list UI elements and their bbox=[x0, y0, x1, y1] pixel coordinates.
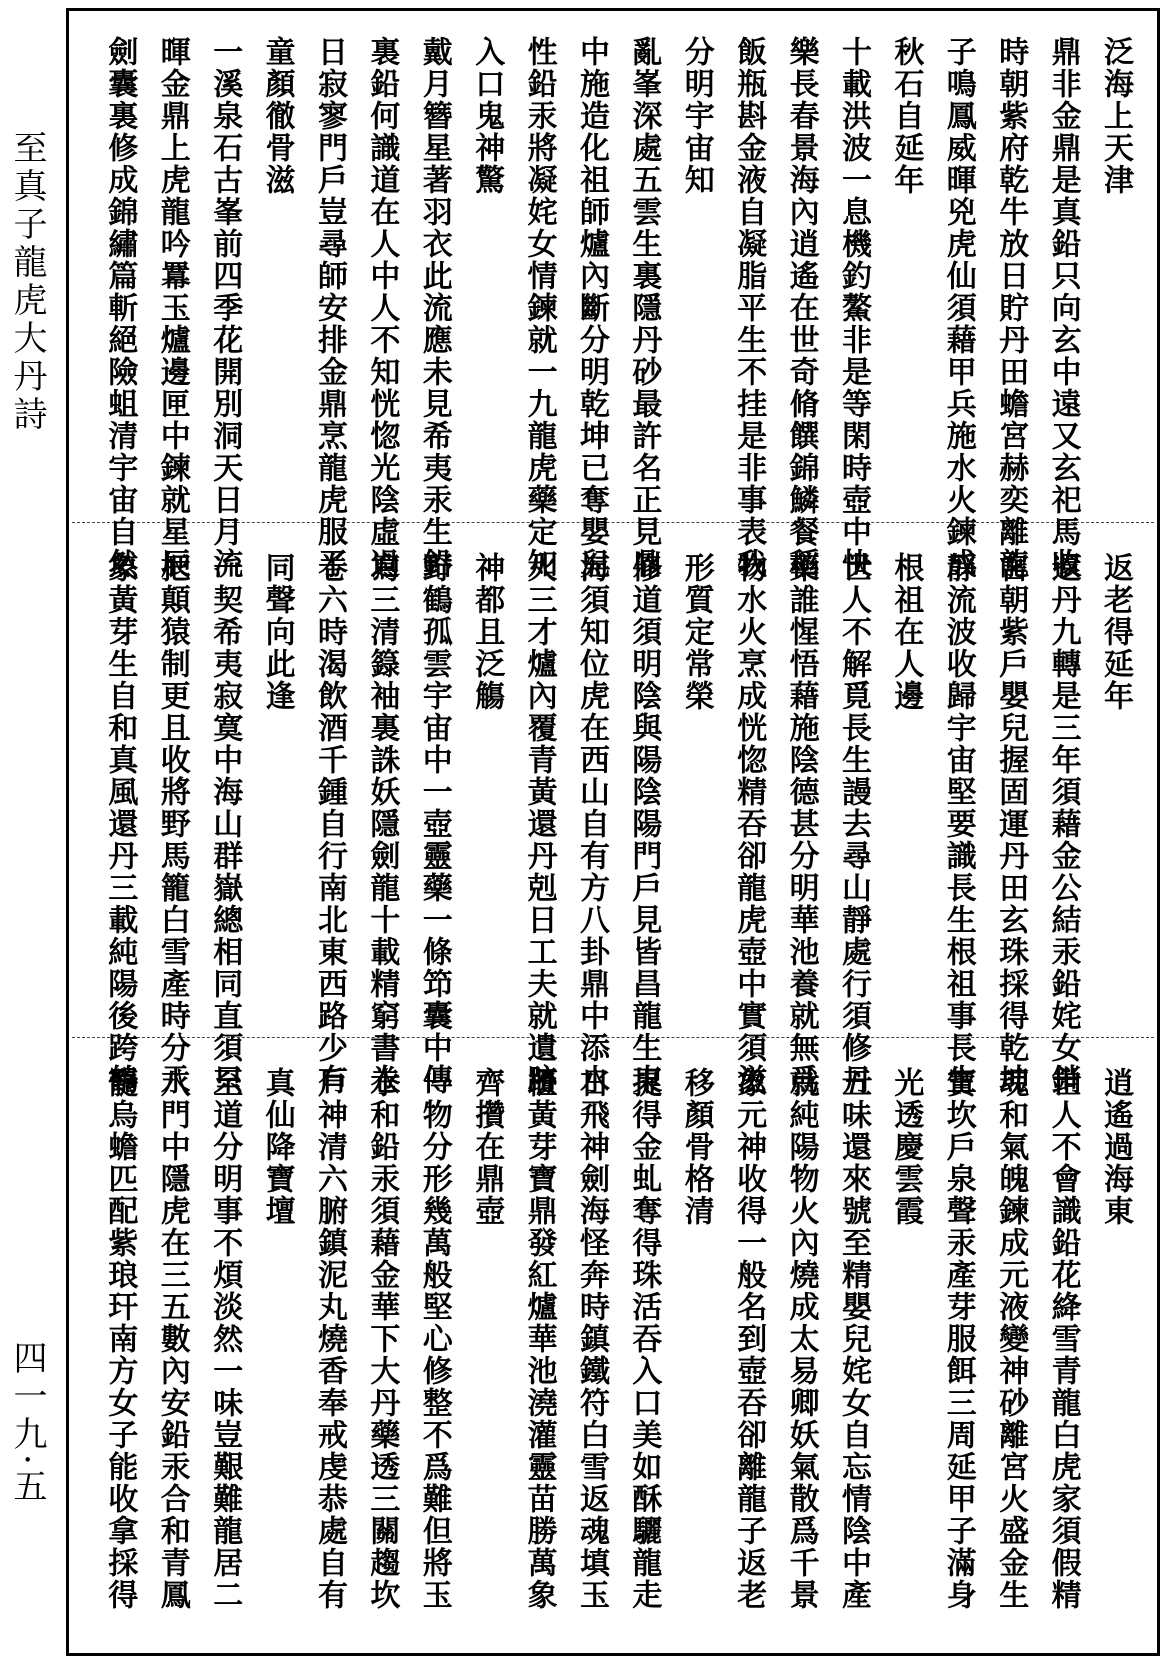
text-column: 火三才爐內覆青黃還丹剋日工夫就遺跡 bbox=[521, 552, 557, 1096]
text-column: 時朝紫府乾牛放日貯丹田蟾宮赫奕離龍 bbox=[993, 36, 1029, 580]
text-column: 戶神清六腑鎮泥丸燒香奉戒虔恭處自有 bbox=[312, 1067, 347, 1611]
text-column: 秋石自延年 bbox=[888, 36, 924, 196]
text-column: 根祖在人邊 bbox=[888, 552, 924, 712]
text-column: 髓烏蟾匹配紫琅玕南方女子能收拿採得 bbox=[102, 1067, 138, 1611]
text-column: 形質定常榮 bbox=[678, 552, 714, 712]
text-column: 象黃芽生自和真風還丹三載純陽後跨鶴 bbox=[102, 552, 138, 1096]
text-column: 童顏徹骨滋 bbox=[259, 36, 295, 196]
text-column: 海須知位虎在西山自有方八卦鼎中添水 bbox=[574, 552, 609, 1096]
text-column: 水和鉛汞須藉金華下大丹藥透三關趨坎 bbox=[364, 1067, 400, 1611]
text-column: 分明宇宙知 bbox=[678, 36, 714, 196]
text-column: 十載洪波一息機釣鰲非是等閑時壺中快 bbox=[836, 36, 871, 580]
text-block-1 bbox=[80, 14, 1150, 580]
text-column: 樂長春景海內逍遙在世奇脩饌錦鱗餐稻 bbox=[783, 36, 819, 580]
text-column: 卷六時渴飲酒千鍾自行南北東西路少有 bbox=[312, 552, 347, 1096]
text-column: 日飛神劍海怪奔時鎮鐵符白雪返魂填玉 bbox=[574, 1067, 609, 1611]
text-column: 捉得金虬奪得珠活吞入口美如酥驪龍走 bbox=[626, 1067, 662, 1611]
text-column: 逍遙過海東 bbox=[1098, 1067, 1133, 1227]
text-column: 光透慶雲霞 bbox=[888, 1067, 924, 1227]
text-column: 神都且泛觴 bbox=[469, 552, 505, 712]
text-column: 移顏骨格清 bbox=[678, 1067, 714, 1227]
text-column: 子鳴鳳威暉兇虎仙須藉甲兵施水火鍊成 bbox=[940, 36, 976, 580]
text-column: 裏鉛何識道在人中人不知恍惚光陰虛過 bbox=[364, 36, 400, 580]
text-column: 劍囊裏修成錦繡篇斬絕險蛆清宇宙自然 bbox=[102, 36, 138, 580]
text-column: 把顛猿制更且收將野馬籠白雪產時分汞 bbox=[154, 552, 190, 1096]
text-column: 戴月簪星著羽衣此流應未見希夷汞生鉛 bbox=[416, 36, 452, 580]
text-column: 魂和氣魄鍊成元液變神砂離宮火盛金生 bbox=[993, 1067, 1029, 1611]
text-column: 櫃黃芽寶鼎發紅爐華池澆灌靈苗勝萬象 bbox=[521, 1067, 557, 1611]
page-number: 四一九·五 bbox=[7, 1340, 47, 1507]
text-column: 性鉛汞將凝姹女情鍊就一九龍虎藥定知 bbox=[521, 36, 557, 580]
text-column: 五味還來號至精嬰兒姹女自忘情陰中產 bbox=[836, 1067, 871, 1611]
text-column: 一溪泉石古峯前四季花開別洞天日月流 bbox=[207, 36, 243, 580]
text-column: 就純陽物火內燒成太易卿妖氣散爲千景 bbox=[783, 1067, 819, 1611]
text-column: 鼎非金鼎是真鉛只向玄中遠又玄祀馬收 bbox=[1045, 36, 1081, 580]
text-column: 真仙降寶壇 bbox=[259, 1067, 295, 1227]
text-column: 宮朝紫戶嬰兒握固運丹田玄珠採得乾坤 bbox=[993, 552, 1029, 1096]
text-column: 象元神收得一般名到壺吞卻離龍子返老 bbox=[731, 1067, 767, 1611]
text-column: 亂峯深處五雲生裏隱丹砂最許名正見鼎 bbox=[626, 36, 662, 580]
text-column: 野鶴孤雲宇宙中一壺靈藥一條笻囊中傳 bbox=[416, 552, 452, 1096]
text-column: 還丹九轉是三年須藉金公結汞鉛姹女銷 bbox=[1045, 552, 1081, 1096]
text-column: 中施造化祖師爐內斷分明乾坤已奪嬰兒 bbox=[574, 36, 609, 580]
text-block-2 bbox=[80, 530, 1150, 1096]
text-column: 一契希夷寂寞中海山群嶽總相同直須只 bbox=[207, 552, 243, 1096]
text-column: 返老得延年 bbox=[1098, 552, 1133, 712]
text-column: 入口鬼神驚 bbox=[469, 36, 505, 196]
text-column: 一物分形幾萬般堅心修整不爲難但將玉 bbox=[416, 1067, 452, 1611]
text-column: 世人不會識鉛花絳雪青龍白虎家須假精 bbox=[1045, 1067, 1081, 1611]
text-column: 靜流波收歸宇宙堅要識長生根祖事長生 bbox=[940, 552, 976, 1096]
text-column: 藥誰惺悟藉施陰德甚分明華池養就無爲 bbox=[783, 552, 819, 1096]
text-column: 泛海上天津 bbox=[1098, 36, 1133, 196]
text-column: 寫三清籙袖裏誅妖隱劍龍十載精窮書卷 bbox=[364, 552, 400, 1096]
text-column: 同聲向此逢 bbox=[259, 552, 295, 712]
text-column: 修道須明陰與陽陰陽門戶見皆昌龍生東 bbox=[626, 552, 662, 1096]
text-column: 八門中隱虎在三五數內安鉛汞合和青鳳 bbox=[154, 1067, 190, 1611]
text-column: 至道分明事不煩淡然一味豈艱難龍居二 bbox=[207, 1067, 243, 1611]
text-column: 日寂寥門戶豈尋師安排金鼎烹龍虎服了 bbox=[312, 36, 347, 580]
text-column: 寶坎戶泉聲汞產芽服餌三周延甲子滿身 bbox=[940, 1067, 976, 1611]
text-block-3 bbox=[80, 1045, 1150, 1645]
text-column: 世人不解覓長生謾去尋山靜處行須修丹 bbox=[836, 552, 871, 1096]
text-column: 飯瓶斟金液自凝脂平生不挂是非事表我 bbox=[731, 36, 767, 580]
text-column: 物水火烹成恍惚精吞卻龍虎壺中實須滋 bbox=[731, 552, 767, 1096]
text-column: 齊攢在鼎壺 bbox=[469, 1067, 505, 1227]
text-column: 暉金鼎上虎龍吟羃玉爐邊匣中鍊就星辰 bbox=[154, 36, 190, 580]
book-title: 至真子龍虎大丹詩 bbox=[7, 130, 47, 434]
